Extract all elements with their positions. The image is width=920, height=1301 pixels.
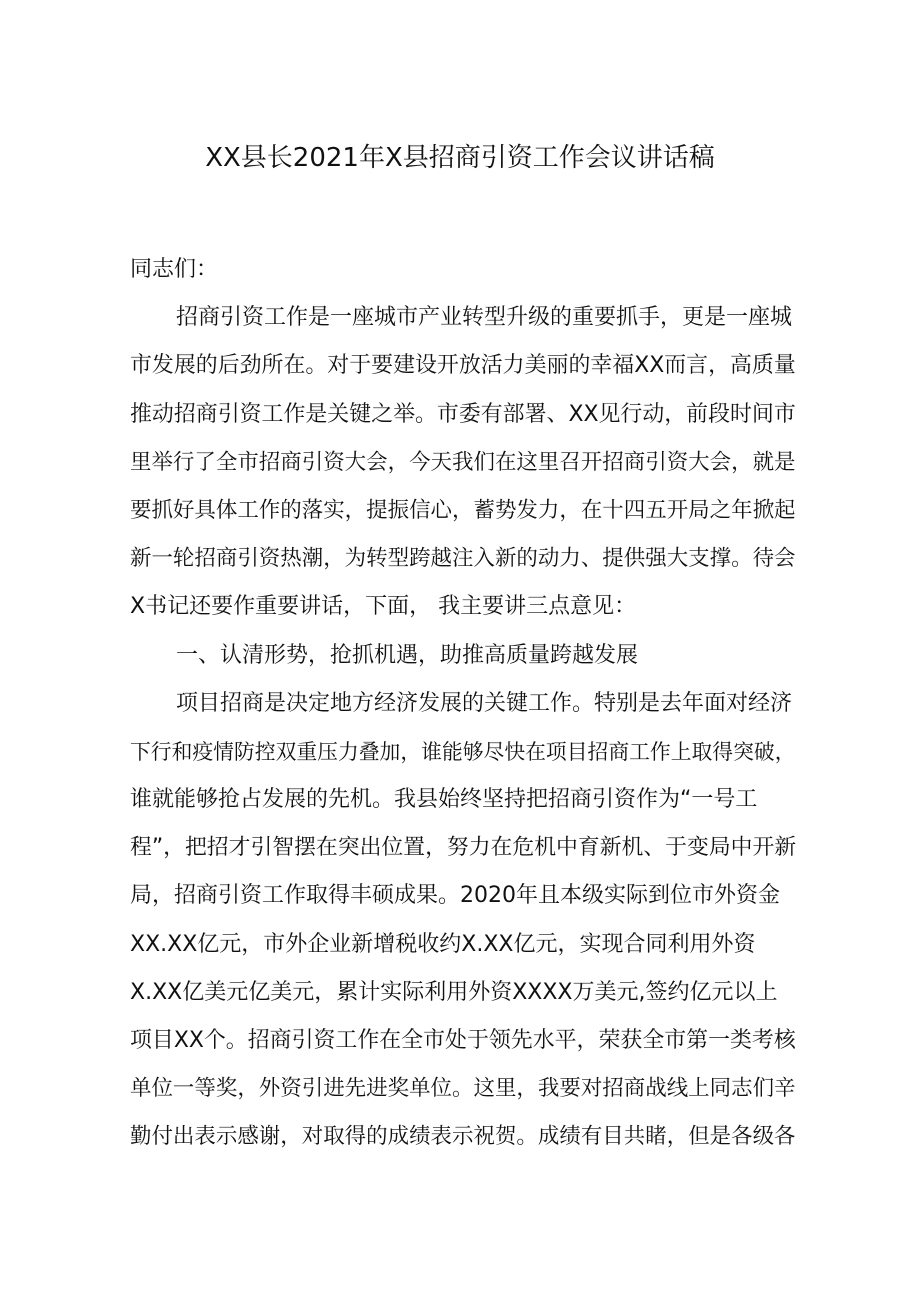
text-line: 市发展的后劲所在。对于要建设开放活力美丽的幸福XX而言，高质量 [130, 353, 796, 379]
text-line: 新一轮招商引资热潮，为转型跨越注入新的动力、提供强大支撑。待会 [130, 546, 796, 572]
document-title: XX县长2021年X县招商引资工作会议讲话稿 [205, 143, 715, 173]
text-line: 单位一等奖，外资引进先进奖单位。这里，我要对招商战线上同志们辛 [130, 1076, 796, 1102]
text-line: 要抓好具体工作的落实，提振信心，蓄势发力，在十四五开局之年掀起 [130, 497, 796, 523]
text-line: 勤付出表示感谢，对取得的成绩表示祝贺。成绩有目共睹，但是各级各 [130, 1124, 796, 1150]
text-line: 推动招商引资工作是关键之举。市委有部署、XX见行动，前段时间市 [130, 401, 796, 427]
text-line: 同志们： [130, 257, 219, 282]
text-line: 项目招商是决定地方经济发展的关键工作。特别是去年面对经济 [176, 690, 793, 716]
document-body [130, 246, 796, 1162]
text-line: 一、认清形势，抢抓机遇，助推高质量跨越发展 [176, 642, 639, 668]
text-line: X书记还要作重要讲话，下面， 我主要讲三点意见： [130, 594, 637, 620]
text-line: 里举行了全市招商引资大会，今天我们在这里召开招商引资大会，就是 [130, 449, 796, 475]
text-line: 程”，把招才引智摆在突出位置，努力在危机中育新机、于变局中开新 [130, 835, 796, 861]
text-line: 招商引资工作是一座城市产业转型升级的重要抓手，更是一座城 [176, 305, 793, 331]
text-line: 项目XX个。招商引资工作在全市处于领先水平，荣获全市第一类考核 [130, 1028, 796, 1053]
text-line: XX.XX亿元，市外企业新增税收约X.XX亿元，实现合同利用外资 [130, 931, 756, 957]
text-line: 下行和疫情防控双重压力叠加，谁能够尽快在项目招商工作上取得突破， [130, 739, 796, 764]
text-line: 局，招商引资工作取得丰硕成果。2020年且本级实际到位市外资金 [130, 883, 780, 909]
text-line: X.XX亿美元亿美元，累计实际利用外资XXXX万美元,签约亿元以上 [130, 979, 778, 1005]
text-line: 谁就能够抢占发展的先机。我县始终坚持把招商引资作为“一号工 [130, 787, 758, 813]
